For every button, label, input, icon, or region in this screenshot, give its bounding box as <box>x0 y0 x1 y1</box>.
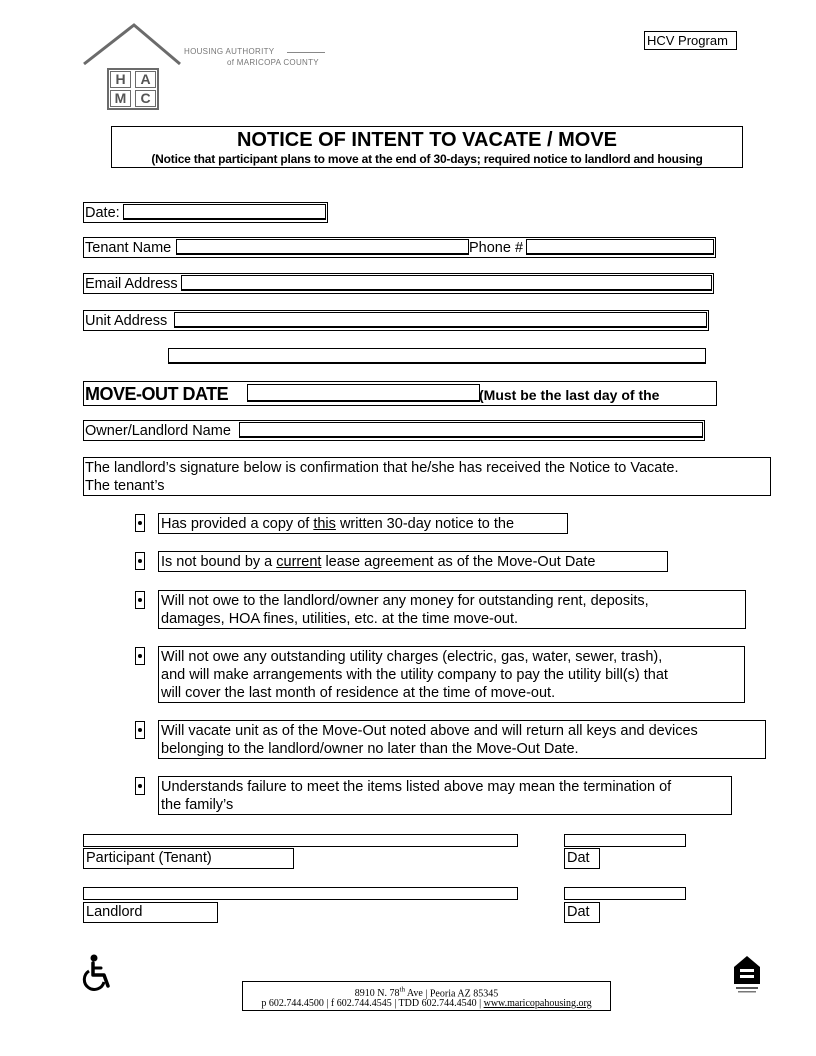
unit-address-label: Unit Address <box>85 313 168 329</box>
checklist-item-6 <box>158 776 732 815</box>
house-roof-icon <box>82 22 192 72</box>
checklist-item-4-line1: Will not owe any outstanding utility charges (electric, gas, water, sewer, trash), <box>161 649 663 665</box>
item1-pre: Has provided a copy of <box>161 516 314 532</box>
footer-street-pre: 8910 N. 78 <box>354 988 400 1000</box>
participant-date-field[interactable] <box>564 834 686 847</box>
checklist-item-6-line1: Understands failure to meet the items listed above may mean the termination of <box>161 779 672 795</box>
confirmation-box <box>83 457 771 496</box>
landlord-signature-field[interactable] <box>83 887 518 900</box>
participant-signature-label: Participant (Tenant) <box>83 848 294 869</box>
footer-city: Peoria AZ 85345 <box>429 988 499 1000</box>
owner-row <box>83 420 705 441</box>
participant-date-label: Dat <box>564 848 600 869</box>
item2-pre: Is not bound by a <box>161 554 277 570</box>
wheelchair-icon <box>80 954 116 992</box>
footer-website-link[interactable]: www.maricopahousing.org <box>483 998 592 1009</box>
logo-letter-h: H <box>110 71 131 88</box>
landlord-date-label: Dat <box>564 902 600 923</box>
bullet-icon <box>135 591 145 609</box>
checklist-item-6-line2: the family’s <box>161 797 234 813</box>
unit-address-row <box>83 310 709 331</box>
tenant-name-label: Tenant Name <box>85 240 172 256</box>
email-label: Email Address <box>85 276 178 292</box>
checklist-item-3 <box>158 590 746 629</box>
page-title: NOTICE OF INTENT TO VACATE / MOVE <box>236 129 617 151</box>
bullet-icon <box>135 514 145 532</box>
checklist-item-4 <box>158 646 745 703</box>
checklist-item-1-text <box>161 515 514 533</box>
footer-contact-box <box>242 981 611 1011</box>
logo-letter-c: C <box>135 90 156 107</box>
checklist-item-2 <box>158 551 668 572</box>
footer-phone: p 602.744.4500 <box>261 998 324 1009</box>
agency-logo <box>82 22 342 112</box>
landlord-signature-label: Landlord <box>83 902 218 923</box>
logo-letter-a: A <box>135 71 156 88</box>
item1-post: written 30-day notice to the <box>335 516 515 532</box>
program-tag <box>644 31 737 50</box>
participant-signature-field[interactable] <box>83 834 518 847</box>
owner-label: Owner/Landlord Name <box>85 423 231 439</box>
email-field[interactable] <box>181 275 712 291</box>
footer-tdd: TDD 602.744.4540 <box>398 998 477 1009</box>
bullet-icon <box>135 721 145 739</box>
footer-divider: | <box>394 998 399 1009</box>
item1-underlined: this <box>313 516 336 532</box>
footer-fax: f 602.744.4545 <box>330 998 392 1009</box>
footer-street-post: Ave <box>404 988 423 1000</box>
checklist-item-4-line2: and will make arrangements with the utility company to pay the utility bill(s) that <box>161 667 668 683</box>
owner-name-field[interactable] <box>239 422 703 438</box>
date-row <box>83 202 328 223</box>
footer-phone-line <box>243 997 610 1010</box>
item2-underlined: current <box>276 554 322 570</box>
checklist-item-5-line1: Will vacate unit as of the Move-Out noted above and will return all keys and devices <box>161 723 698 739</box>
org-name-line1: HOUSING AUTHORITY <box>184 47 275 56</box>
date-label: Date: <box>85 205 120 221</box>
checklist-item-4-line3: will cover the last month of residence at the time of move-out. <box>161 685 556 701</box>
bullet-icon <box>135 777 145 795</box>
unit-address-field-line2[interactable] <box>168 348 706 364</box>
email-row <box>83 273 714 294</box>
footer-street-sup: th <box>399 986 405 994</box>
unit-address-field[interactable] <box>174 312 707 328</box>
equal-housing-icon <box>732 954 762 994</box>
checklist-item-5-line2: belonging to the landlord/owner no later than the Move-Out Date. <box>161 741 579 757</box>
checklist-item-3-line2: damages, HOA fines, utilities, etc. at the time move-out. <box>161 611 519 627</box>
checklist-item-3-line1: Will not owe to the landlord/owner any money for outstanding rent, deposits, <box>161 593 649 609</box>
tenant-name-field[interactable] <box>176 239 469 255</box>
item2-post: lease agreement as of the Move-Out Date <box>321 554 596 570</box>
page-subtitle: (Notice that participant plans to move at the end of 30-days; required notice to landlord and housing <box>151 152 703 166</box>
footer-divider: | <box>425 988 430 1000</box>
landlord-date-field[interactable] <box>564 887 686 900</box>
logo-letter-m: M <box>110 90 131 107</box>
title-box <box>111 126 743 168</box>
tenant-row <box>83 237 716 258</box>
checklist-item-5 <box>158 720 766 759</box>
footer-divider: | <box>479 998 484 1009</box>
bullet-icon <box>135 552 145 570</box>
logo-letter-grid <box>107 68 159 110</box>
move-out-note: (Must be the last day of the <box>479 387 660 403</box>
program-tag-text: HCV Program <box>647 33 728 48</box>
org-name-line2: of MARICOPA COUNTY <box>227 58 319 67</box>
date-field[interactable] <box>123 204 326 220</box>
phone-label: Phone # <box>469 240 524 256</box>
move-out-label: MOVE-OUT DATE <box>85 384 229 404</box>
org-name-rule <box>287 52 325 53</box>
confirmation-text-line2: The tenant’s <box>85 478 165 494</box>
move-out-row <box>83 381 717 406</box>
move-out-date-field[interactable] <box>247 384 480 402</box>
phone-field[interactable] <box>526 239 714 255</box>
checklist-item-1 <box>158 513 568 534</box>
confirmation-text-line1: The landlord’s signature below is confirmation that he/she has received the Notice to Vacate. <box>85 460 679 476</box>
bullet-icon <box>135 647 145 665</box>
checklist-item-2-text <box>161 553 595 571</box>
footer-divider: | <box>326 998 331 1009</box>
